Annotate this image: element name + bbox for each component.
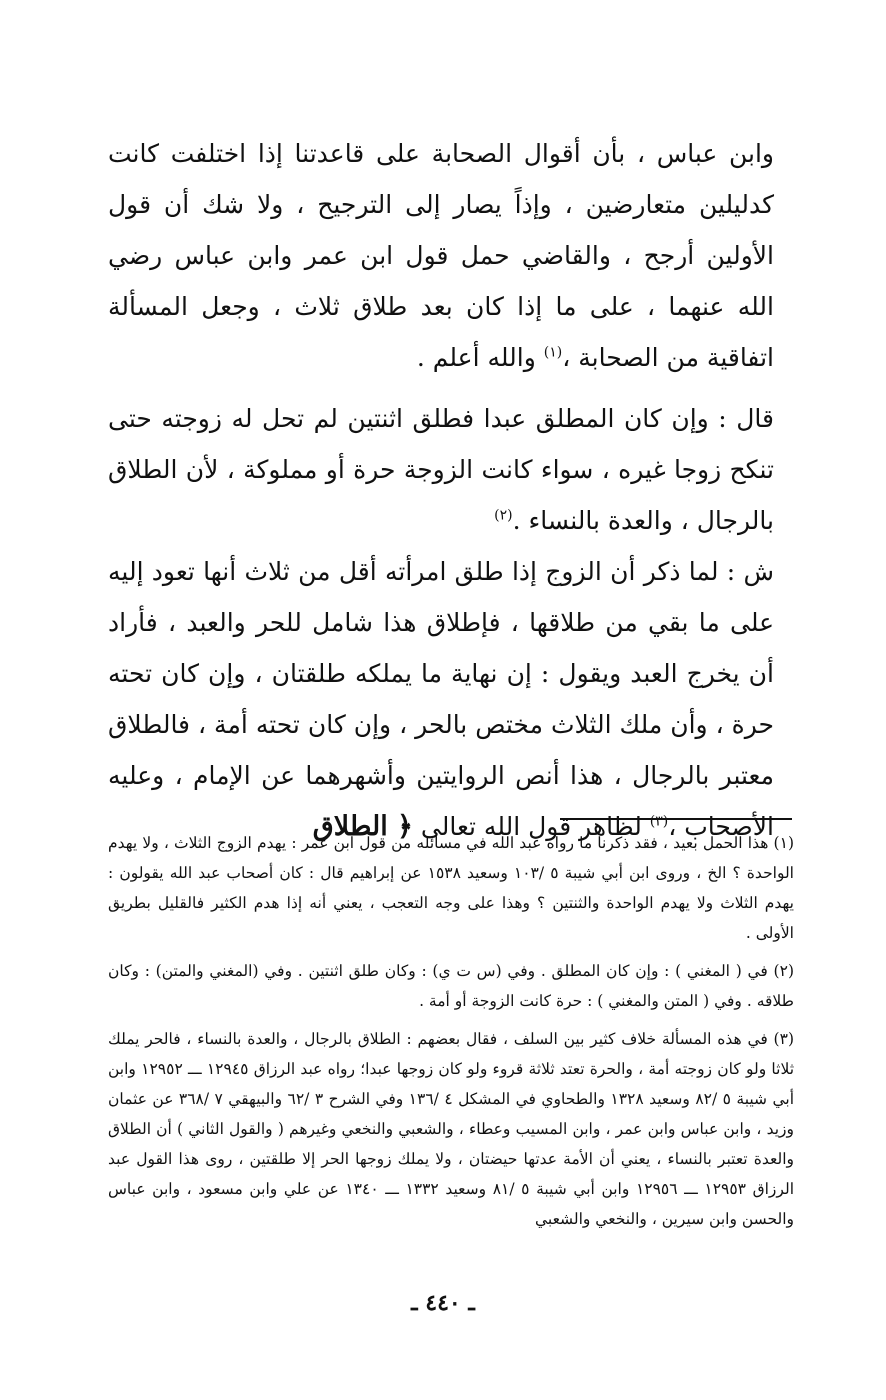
- paragraph-1: [108, 128, 774, 383]
- footnotes: [108, 828, 794, 1242]
- text-line: حتى تنكح زوجا غيره ، سواء كانت الزوجة حرة أو مملوكة ، لأن: [108, 404, 774, 484]
- footnote-2: (٢) في ( المغني ) : وإن كان المطلق . وفي (س ت ي) : وكان طلق اثنتين . وفي (المغني والمتن) : وكان طلاقه . وفي ( المتن والمغني ) : حرة كانت الزوجة أو أمة .: [108, 962, 794, 1010]
- text-line: من الصحابة ،: [562, 343, 699, 372]
- footnote-divider: [560, 818, 792, 820]
- text-line: ش : لما ذكر أن الزوج إذا طلق امرأته أقل من ثلاث أنها تعود: [151, 557, 774, 586]
- text-line: لظاهر قول الله تعالى: [412, 812, 650, 841]
- paragraph-2: [108, 393, 774, 546]
- text-line: الطلاق بالرجال ، والعدة بالنساء .: [108, 455, 774, 535]
- footnote-1: (١) هذا الحمل بعيد ، فقد ذكرنا ما رواه عبد الله في مسائله من قول ابن عمر : يهدم الزوج الثلاث ، ولا يهدم الواحدة ؟ الخ ، وروى ابن أبي شيبة ٥ /١٠٣ وسعيد ١٥٣٨ عن إبراهيم قال : كان أصحاب عبد الله يقولون : يهدم الثلاث ولا يهدم الواحدة والثنتين ؟ وهذا على وجه التعجب ، يعني أنه إذا هدم الكثير فالقليل بطريق الأولى .: [108, 834, 794, 942]
- main-text: [108, 128, 774, 852]
- text-line: والله أعلم .: [416, 343, 544, 372]
- text-line: قال : وإن كان المطلق عبدا فطلق اثنتين لم تحل له زوجته: [161, 404, 774, 433]
- footnote-ref-1[interactable]: (١): [543, 344, 563, 361]
- text-line: الإمام ، وعليه الأصحاب ،: [108, 761, 774, 841]
- text-line: إليه على ما بقي من طلاقها ، فإطلاق هذا شامل للحر والعبد ،: [108, 557, 775, 637]
- text-line: وابن عباس ، بأن أقوال الصحابة على قاعدتنا إذا اختلفت كانت: [108, 139, 774, 168]
- footnote-3: (٣) في هذه المسألة خلاف كثير بين السلف ، فقال بعضهم : الطلاق بالرجال ، والعدة بالنساء ، فالحر يملك ثلاثا ولو كان زوجته أمة ، والحرة تعتد ثلاثة قروء ولو كان زوجها عبدا؛ رواه عبد الرزاق ١٢٩٤٥ ـــ ١٢٩٥٢ وابن أبي شيبة ٥ /٨٢ وسعيد ١٣٢٨ والطحاوي في المشكل ٤ /١٣٦ وفي الشرح ٣ /٦٢ والبيهقي ٧ /٣٦٨ عن عثمان وزيد ، وابن عباس وابن عمر ، وابن المسيب وعطاء ، والشعبي والنخعي وغيرهم ( والقول الثاني ) أن الطلاق والعدة تعتبر بالنساء ، يعني أن الأمة عدتها حيضتان ، ولا يملك زوجها الحر إلا طلقتين ، روى هذا القول عبد الرزاق ١٢٩٥٣ ـــ ١٢٩٥٦ وابن أبي شيبة ٥ /٨١ وسعيد ١٣٣٢ ـــ ١٣٤٠ عن علي وابن مسعود ، وابن عباس والحسن وابن سيرين ، والنخعي والشعبي: [108, 1030, 795, 1228]
- page-number: ـ ٤٤٠ ـ: [411, 1290, 475, 1316]
- paragraph-3: [108, 546, 774, 852]
- text-line: عنهما ، على ما إذا كان بعد طلاق ثلاث ، وجعل المسألة اتفاقية: [108, 292, 774, 372]
- text-line: كان تحته حرة ، وأن ملك الثلاث مختص بالحر ، وإن كان تحته: [108, 659, 775, 739]
- text-line: أمة ، فالطلاق معتبر بالرجال ، هذا أنص الروايتين وأشهرهما عن: [108, 710, 774, 790]
- footnote-ref-2[interactable]: (٢): [494, 507, 513, 524]
- quran-quote: ﴿ الطلاق: [312, 811, 413, 842]
- text-line: كدليلين متعارضين ، وإذاً يصار إلى الترجيح ، ولا شك أن قول: [108, 190, 774, 219]
- text-line: فأراد أن يخرج العبد ويقول : إن نهاية ما يملكه طلقتان ، وإن: [108, 608, 774, 688]
- text-line: الأولين أرجح ، والقاضي حمل قول ابن عمر وابن عباس رضي الله: [108, 241, 774, 321]
- footnote-ref-3[interactable]: (٣): [649, 813, 669, 830]
